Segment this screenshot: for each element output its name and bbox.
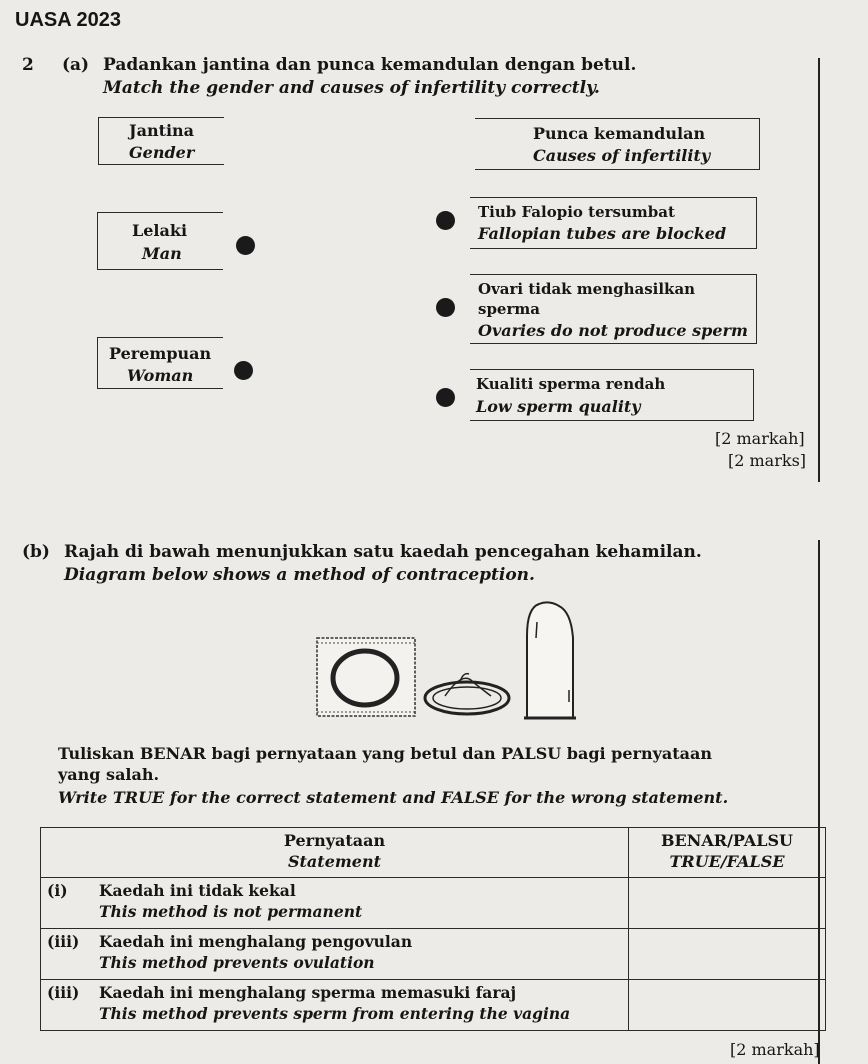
match-dot-man[interactable] bbox=[236, 236, 255, 255]
statement-cell bbox=[41, 878, 629, 929]
table-header-answer bbox=[629, 828, 826, 878]
table-row bbox=[41, 929, 826, 980]
answer-cell[interactable] bbox=[629, 980, 826, 1031]
instruction-b-en: Write TRUE for the correct statement and FALSE for the wrong statement. bbox=[58, 788, 729, 807]
cause-1-en: Fallopian tubes are blocked bbox=[478, 224, 727, 243]
statement-cell bbox=[41, 980, 629, 1031]
margin-line bbox=[818, 58, 820, 482]
contraception-diagram bbox=[305, 598, 590, 728]
statement-table bbox=[40, 827, 826, 1031]
cause-3-ms: Kualiti sperma rendah bbox=[476, 375, 666, 393]
question-number: 2 bbox=[22, 55, 34, 75]
match-dot-cause-2[interactable] bbox=[436, 298, 455, 317]
marks-ms: [2 markah] bbox=[715, 429, 805, 448]
cause-2-ms: Ovari tidak menghasilkan bbox=[478, 280, 696, 298]
statement-en: This method prevents ovulation bbox=[99, 953, 375, 972]
instruction-b-ms-2: yang salah. bbox=[58, 765, 160, 784]
cause-2-en: Ovaries do not produce sperm bbox=[478, 321, 748, 340]
col1-en: Statement bbox=[287, 852, 381, 871]
match-dot-cause-3[interactable] bbox=[436, 388, 455, 407]
gender-header-ms: Jantina bbox=[129, 121, 195, 140]
question-part-b: (b) bbox=[22, 542, 50, 562]
statement-ms: Kaedah ini tidak kekal bbox=[99, 881, 296, 900]
intro-ms: Rajah di bawah menunjukkan satu kaedah pencegahan kehamilan. bbox=[64, 542, 702, 562]
gender-woman-en: Woman bbox=[127, 366, 194, 385]
answer-cell[interactable] bbox=[629, 878, 826, 929]
statement-en: This method is not permanent bbox=[99, 902, 363, 921]
intro-en: Diagram below shows a method of contraception. bbox=[64, 565, 535, 585]
cause-header-en: Causes of infertility bbox=[533, 146, 711, 165]
condom-package-icon bbox=[317, 638, 415, 716]
col1-ms: Pernyataan bbox=[283, 831, 386, 850]
instruction-ms: Padankan jantina dan punca kemandulan dengan betul. bbox=[103, 55, 637, 75]
statement-ms: Kaedah ini menghalang pengovulan bbox=[99, 932, 413, 951]
table-row bbox=[41, 980, 826, 1031]
instruction-en: Match the gender and causes of infertility correctly. bbox=[103, 78, 600, 98]
question-part: (a) bbox=[62, 55, 90, 75]
col2-en: TRUE/FALSE bbox=[669, 852, 785, 871]
cause-3-en: Low sperm quality bbox=[476, 397, 641, 416]
row-number: (iii) bbox=[47, 932, 80, 951]
statement-ms: Kaedah ini menghalang sperma memasuki faraj bbox=[99, 983, 517, 1002]
row-number: (iii) bbox=[47, 983, 80, 1002]
table-header-statement bbox=[41, 828, 629, 878]
condom-icon bbox=[524, 602, 576, 718]
marks-b-ms: [2 markah] bbox=[730, 1040, 820, 1059]
col2-ms: BENAR/PALSU bbox=[661, 831, 793, 850]
page-title: UASA 2023 bbox=[15, 9, 121, 31]
row-number: (i) bbox=[47, 881, 68, 900]
marks-en: [2 marks] bbox=[728, 451, 807, 470]
instruction-b-ms-1: Tuliskan BENAR bagi pernyataan yang betul dan PALSU bagi pernyataan bbox=[58, 744, 713, 763]
gender-woman-ms: Perempuan bbox=[109, 344, 212, 363]
cause-header-ms: Punca kemandulan bbox=[533, 124, 706, 143]
gender-man-ms: Lelaki bbox=[132, 221, 188, 240]
cause-2-ms-line2: sperma bbox=[478, 300, 540, 318]
unrolled-condom-ring-icon bbox=[425, 674, 509, 714]
gender-man-en: Man bbox=[142, 244, 182, 263]
statement-en: This method prevents sperm from entering the vagina bbox=[99, 1004, 571, 1023]
answer-cell[interactable] bbox=[629, 929, 826, 980]
statement-cell bbox=[41, 929, 629, 980]
gender-header-en: Gender bbox=[129, 143, 195, 162]
match-dot-cause-1[interactable] bbox=[436, 211, 455, 230]
cause-1-ms: Tiub Falopio tersumbat bbox=[478, 203, 675, 221]
match-dot-woman[interactable] bbox=[234, 361, 253, 380]
table-row bbox=[41, 878, 826, 929]
